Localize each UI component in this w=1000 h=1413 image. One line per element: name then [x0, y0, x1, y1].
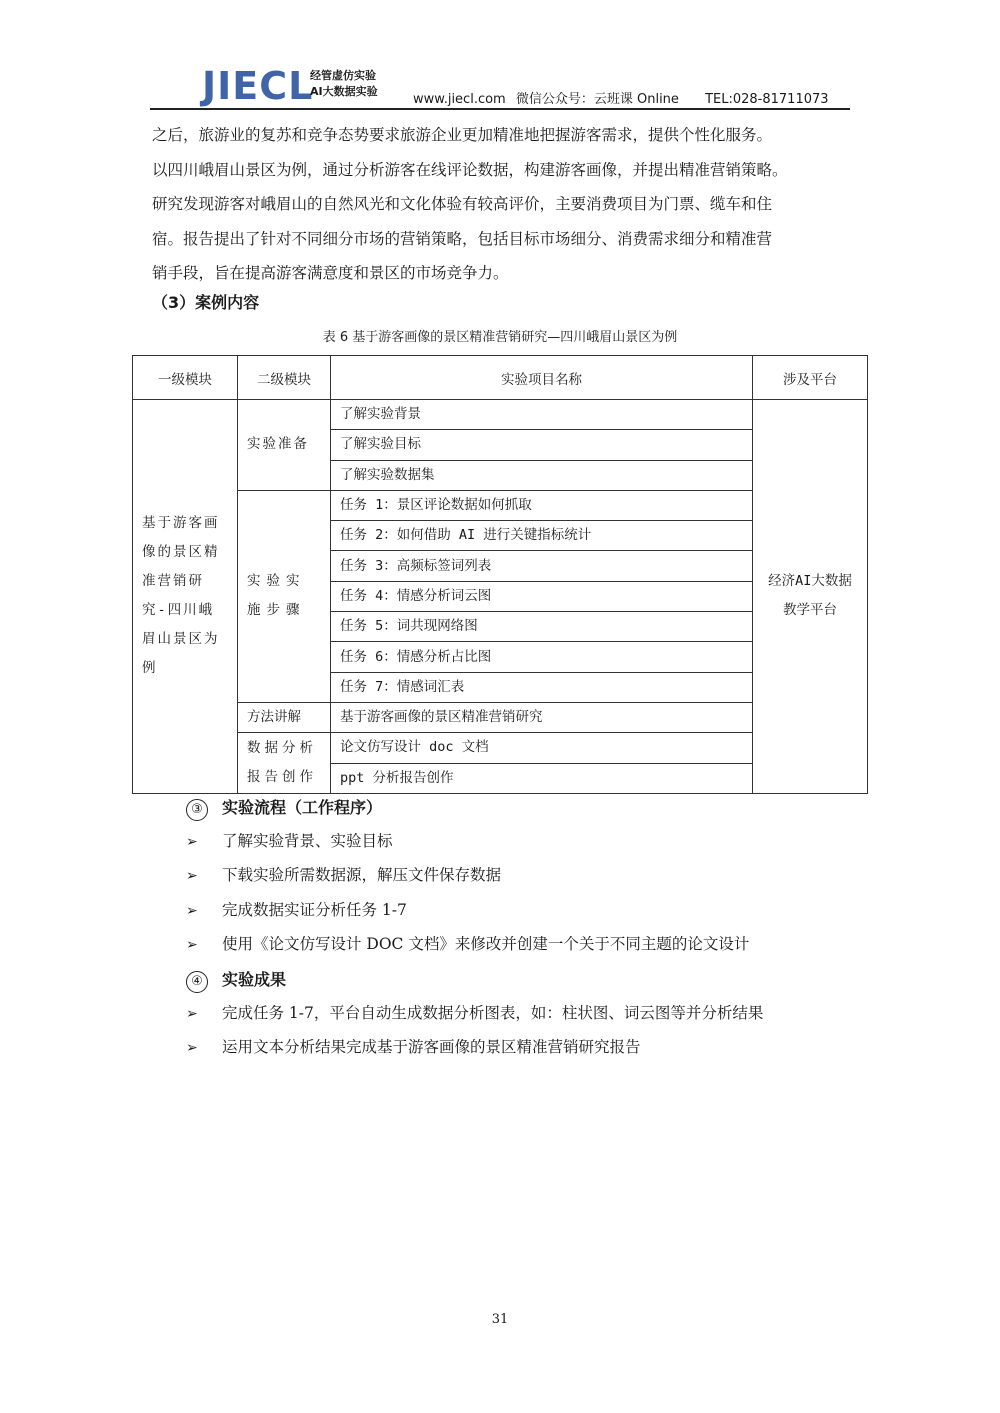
flow-number: ③ — [186, 799, 208, 821]
flow-title: 实验流程（工作程序） — [222, 798, 383, 817]
list-item — [186, 898, 407, 920]
jiecl-logo: JIECL — [202, 64, 314, 108]
prep-item: 了解实验背景 — [331, 400, 753, 430]
list-item-text: 运用文本分析结果完成基于游客画像的景区精准营销研究报告 — [222, 1038, 641, 1056]
body-paragraph — [152, 118, 852, 291]
paragraph-line: 销手段，旨在提高游客满意度和景区的市场竞争力。 — [152, 264, 509, 282]
arrow-bullet-icon: ➢ — [186, 1040, 198, 1056]
experiment-table — [132, 355, 868, 794]
step-item: 任务 4：情感分析词云图 — [331, 581, 753, 611]
header-contact — [413, 88, 829, 107]
paragraph-line: 宿。报告提出了针对不同细分市场的营销策略，包括目标市场细分、消费需求细分和精准营 — [152, 229, 773, 248]
flow-heading — [186, 795, 382, 821]
report-item: ppt 分析报告创作 — [331, 763, 753, 793]
wechat-text: 微信公众号：云班课 Online — [515, 92, 679, 107]
header-platform: 涉及平台 — [753, 356, 868, 400]
logo-subtitle-line-2: AI大数据实验 — [310, 85, 378, 98]
list-item — [186, 863, 501, 885]
header-module2: 二级模块 — [238, 356, 331, 400]
results-number: ④ — [186, 971, 208, 993]
arrow-bullet-icon: ➢ — [186, 937, 198, 953]
platform-cell: 经济AI大数据教学平台 — [753, 400, 868, 794]
paragraph-line: 之后，旅游业的复苏和竞争态势要求旅游企业更加精准地把握游客需求，提供个性化服务。 — [152, 126, 773, 144]
list-item-text: 完成数据实证分析任务 1-7 — [222, 901, 407, 919]
step-item: 任务 2：如何借助 AI 进行关键指标统计 — [331, 521, 753, 551]
website-text: www.jiecl.com — [413, 92, 506, 107]
report-label-cell: 数据分析报告创作 — [238, 733, 331, 794]
list-item — [186, 1035, 641, 1057]
steps-label-cell: 实验实施步骤 — [238, 490, 331, 702]
list-item-text: 使用《论文仿写设计 DOC 文档》来修改并创建一个关于不同主题的论文设计 — [222, 935, 750, 953]
page-header — [150, 62, 850, 108]
step-item: 任务 3：高频标签词列表 — [331, 551, 753, 581]
tel-text: TEL:028-81711073 — [705, 92, 829, 107]
arrow-bullet-icon: ➢ — [186, 1006, 198, 1022]
arrow-bullet-icon: ➢ — [186, 834, 198, 850]
results-title: 实验成果 — [222, 970, 287, 989]
arrow-bullet-icon: ➢ — [186, 868, 198, 884]
step-item: 任务 1：景区评论数据如何抓取 — [331, 490, 753, 520]
results-heading — [186, 967, 286, 993]
paragraph-line: 研究发现游客对峨眉山的自然风光和文化体验有较高评价，主要消费项目为门票、缆车和住 — [152, 195, 773, 213]
module1-cell: 基于游客画像的景区精准营销研究-四川峨眉山景区为例 — [133, 400, 238, 794]
paragraph-line: 以四川峨眉山景区为例，通过分析游客在线评论数据，构建游客画像，并提出精准营销策略。 — [152, 160, 788, 179]
list-item-text: 了解实验背景、实验目标 — [222, 832, 393, 850]
list-item-text: 完成任务 1-7，平台自动生成数据分析图表，如：柱状图、词云图等并分析结果 — [222, 1004, 764, 1022]
prep-label-cell: 实验准备 — [238, 400, 331, 491]
header-divider — [150, 108, 850, 110]
table-caption: 表 6 基于游客画像的景区精准营销研究—四川峨眉山景区为例 — [322, 330, 678, 345]
arrow-bullet-icon: ➢ — [186, 903, 198, 919]
method-item: 基于游客画像的景区精准营销研究 — [331, 702, 753, 732]
logo-subtitle-line-1: 经管虚仿实验 — [310, 69, 376, 82]
header-module1: 一级模块 — [133, 356, 238, 400]
list-item — [186, 932, 749, 954]
method-label-cell: 方法讲解 — [238, 702, 331, 732]
list-item-text: 下载实验所需数据源，解压文件保存数据 — [222, 866, 502, 884]
section-heading: （3）案例内容 — [152, 293, 260, 312]
prep-item: 了解实验数据集 — [331, 460, 753, 490]
prep-item: 了解实验目标 — [331, 430, 753, 460]
page-number: 31 — [491, 1312, 509, 1327]
logo-subtitle — [310, 68, 378, 100]
list-item — [186, 829, 393, 851]
step-item: 任务 5：词共现网络图 — [331, 612, 753, 642]
header-project-name: 实验项目名称 — [331, 356, 753, 400]
list-item — [186, 1001, 763, 1023]
step-item: 任务 7：情感词汇表 — [331, 672, 753, 702]
table-row — [133, 400, 868, 430]
step-item: 任务 6：情感分析占比图 — [331, 642, 753, 672]
table-header-row — [133, 356, 868, 400]
report-item: 论文仿写设计 doc 文档 — [331, 733, 753, 763]
